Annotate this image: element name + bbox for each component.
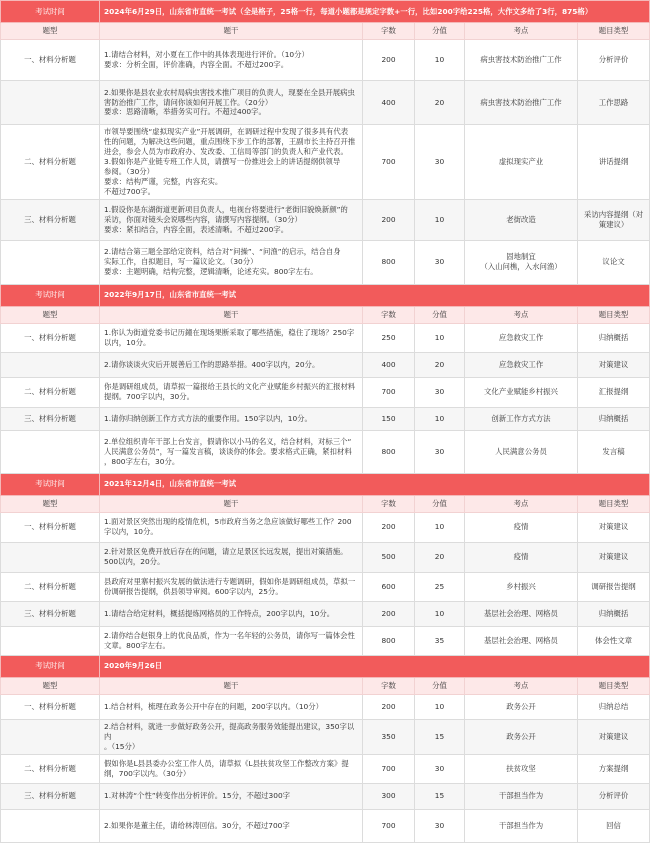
header-kind: 题目类型 <box>578 495 650 512</box>
table-row <box>1 125 650 200</box>
point-line: 政务公开 <box>506 701 536 711</box>
question-line: 以内，10分。 <box>104 337 151 347</box>
header-kind: 题目类型 <box>578 677 650 694</box>
header-point: 考点 <box>465 23 578 40</box>
cell-question <box>100 240 363 284</box>
exam-banner <box>1 473 650 495</box>
header-words: 字数 <box>363 677 415 694</box>
cell-words: 400 <box>363 81 415 125</box>
exam-title: 2024年6月29日，山东省市直统一考试（全是格子，25格一行，每道小题都是规定字数+一行，比如200字给225格，大作文多给了3行，875格） <box>100 1 650 23</box>
cell-type: 一、材料分析题 <box>1 40 100 81</box>
question-line: 2.如果你是董主任，请给林涛回信。30分，不超过700字 <box>104 820 290 830</box>
exam-time-label: 考试时间 <box>1 655 100 677</box>
question-line: 性的问题，为解决这些问题，重点围绕下步工作的部署，王副市长主持召开推 <box>104 136 356 146</box>
cell-kind: 调研报告提纲 <box>578 572 650 601</box>
header-score: 分值 <box>415 495 465 512</box>
header-kind: 题目类型 <box>578 306 650 323</box>
question-line: 要求：思路清晰，举措务实可行。不超过400字。 <box>104 107 266 117</box>
header-score: 分值 <box>415 677 465 694</box>
point-line: 人民满意公务员 <box>495 446 547 456</box>
point-line: 基层社会治理、网格员 <box>484 608 558 618</box>
cell-kind: 发言稿 <box>578 430 650 473</box>
header-type: 题型 <box>1 677 100 694</box>
cell-kind: 讲话提纲 <box>578 125 650 200</box>
question-line: 1.结合材料，梳理在政务公开中存在的问题，200字以内。（10分） <box>104 701 324 711</box>
cell-score: 30 <box>415 430 465 473</box>
table-row <box>1 377 650 407</box>
cell-type: 二、材料分析题 <box>1 377 100 407</box>
point-line: 干部担当作为 <box>498 791 544 801</box>
cell-words: 200 <box>363 512 415 542</box>
question-line: 市领导要围绕“虚拟现实产业”开展调研，在调研过程中发现了很多具有代表 <box>104 127 349 136</box>
cell-point <box>465 542 578 572</box>
table-row <box>1 694 650 719</box>
cell-question <box>100 719 363 754</box>
table-row <box>1 352 650 377</box>
cell-point <box>465 240 578 284</box>
cell-question <box>100 407 363 430</box>
question-line: 2.请结合第三题全部给定资料，结合对”问操”、“问渔”的启示，结合自身 <box>104 247 341 257</box>
cell-kind: 归纳总结 <box>578 694 650 719</box>
question-line: 2.结合材料，就进一步做好政务公开，提高政务服务效能提出建议，350字以内 <box>104 721 355 741</box>
question-line: 1.面对景区突然出现的疫情危机，5市政府当务之急应该做好哪些工作？200 <box>104 517 352 527</box>
cell-words: 200 <box>363 40 415 81</box>
cell-score: 10 <box>415 323 465 352</box>
column-header-row <box>1 677 650 694</box>
table-row <box>1 40 650 81</box>
header-point: 考点 <box>465 495 578 512</box>
cell-score: 30 <box>415 377 465 407</box>
cell-question <box>100 626 363 655</box>
cell-type <box>1 542 100 572</box>
point-line: 老街改造 <box>506 214 536 224</box>
cell-type <box>1 719 100 754</box>
question-line: 1.请结合给定材料，概括提炼网格员的工作特点，200字以内，10分。 <box>104 608 335 618</box>
cell-words: 700 <box>363 809 415 842</box>
cell-score: 10 <box>415 512 465 542</box>
cell-point <box>465 601 578 626</box>
cell-words: 700 <box>363 754 415 783</box>
question-line: 提纲。700字以内，30分。 <box>104 392 195 402</box>
question-line: 500以内，20分。 <box>104 557 165 567</box>
point-line: 扶贫攻坚 <box>506 763 536 773</box>
table-row <box>1 240 650 284</box>
table-row <box>1 783 650 809</box>
table-row <box>1 323 650 352</box>
cell-question <box>100 754 363 783</box>
question-line: 你是调研组成员，请草拟一篇报给王县长的文化产业赋能乡村振兴的汇报材料 <box>104 382 356 392</box>
cell-type: 一、材料分析题 <box>1 512 100 542</box>
cell-score: 30 <box>415 809 465 842</box>
cell-type <box>1 626 100 655</box>
point-line: 基层社会治理、网格员 <box>484 635 558 645</box>
cell-question <box>100 81 363 125</box>
question-line: 采访，你面对镜头会说哪些内容，请撰写内容提纲。（30分） <box>104 214 302 224</box>
point-line: 应急救灾工作 <box>498 332 544 342</box>
point-line: 创新工作方式方法 <box>491 413 551 423</box>
cell-words: 200 <box>363 601 415 626</box>
question-line: ，800字左右，30分。 <box>104 456 180 466</box>
question-line: 县政府对里寨村振兴发展的做法进行专题调研，假如你是调研组成员，草拟一 <box>104 576 356 586</box>
table-row <box>1 407 650 430</box>
question-line: 1.请你归纳创新工作方式方法的重要作用。150字以内，10分。 <box>104 413 312 423</box>
table-row <box>1 601 650 626</box>
cell-score: 35 <box>415 626 465 655</box>
cell-words: 700 <box>363 377 415 407</box>
cell-kind: 汇报提纲 <box>578 377 650 407</box>
cell-kind: 归纳概括 <box>578 601 650 626</box>
cell-question <box>100 783 363 809</box>
question-line: 要求：分析全面，评价准确，内容全面。不超过200字。 <box>104 60 289 69</box>
exam-banner <box>1 1 650 23</box>
question-line: 2.请你结合赵银身上的优良品质，作为一名年轻的公务员，请你写一篇体会性 <box>104 630 355 640</box>
cell-point <box>465 694 578 719</box>
question-line: 。（15分） <box>104 741 140 751</box>
question-line: 1.假设你是东湖街道更新项目负责人，电视台将要进行“老街旧貌焕新颜”的 <box>104 204 348 214</box>
point-line: 干部担当作为 <box>498 820 544 830</box>
cell-words: 700 <box>363 125 415 200</box>
cell-kind: 对策建议 <box>578 542 650 572</box>
cell-words: 300 <box>363 783 415 809</box>
cell-type <box>1 430 100 473</box>
question-line: 文章。800字左右。 <box>104 640 170 650</box>
table-row <box>1 542 650 572</box>
column-header-row <box>1 23 650 40</box>
table-row <box>1 512 650 542</box>
cell-score: 20 <box>415 81 465 125</box>
header-words: 字数 <box>363 306 415 323</box>
cell-kind: 对策建议 <box>578 719 650 754</box>
cell-type <box>1 809 100 842</box>
cell-words: 800 <box>363 626 415 655</box>
cell-point <box>465 81 578 125</box>
cell-words: 400 <box>363 352 415 377</box>
question-line: 人民满意公务员”，写一篇发言稿，谈谈你的体会。要求格式正确，紧扣材料 <box>104 446 352 456</box>
cell-score: 10 <box>415 199 465 240</box>
cell-kind: 议论文 <box>578 240 650 284</box>
cell-point <box>465 783 578 809</box>
cell-score: 30 <box>415 125 465 200</box>
cell-score: 30 <box>415 754 465 783</box>
point-line: 病虫害技术防治推广工作 <box>480 55 562 64</box>
header-words: 字数 <box>363 23 415 40</box>
cell-point <box>465 809 578 842</box>
header-kind: 题目类型 <box>578 23 650 40</box>
question-line: 1.请结合材料，对小夏在工作中的具体表现进行评价。（10分） <box>104 50 309 60</box>
cell-question <box>100 377 363 407</box>
cell-question <box>100 430 363 473</box>
cell-type: 三、材料分析题 <box>1 407 100 430</box>
header-words: 字数 <box>363 495 415 512</box>
cell-type <box>1 81 100 125</box>
question-line: 实际工作，自拟题目，写一篇议论文。（30分） <box>104 257 258 267</box>
cell-score: 10 <box>415 40 465 81</box>
cell-question <box>100 809 363 842</box>
point-line: 固地制宜 <box>506 252 536 262</box>
point-line: 病虫害技术防治推广工作 <box>480 97 562 107</box>
cell-words: 500 <box>363 542 415 572</box>
cell-kind: 体会性文章 <box>578 626 650 655</box>
table-row <box>1 572 650 601</box>
point-line: 疫情 <box>513 552 529 562</box>
header-score: 分值 <box>415 23 465 40</box>
question-line: 字以内，10分。 <box>104 527 158 537</box>
exam-time-label: 考试时间 <box>1 284 100 306</box>
point-line: 虚拟现实产业 <box>498 156 544 166</box>
cell-kind: 归纳概括 <box>578 407 650 430</box>
header-type: 题型 <box>1 495 100 512</box>
cell-kind: 分析评价 <box>578 783 650 809</box>
cell-type: 三、材料分析题 <box>1 783 100 809</box>
cell-question <box>100 199 363 240</box>
table-row <box>1 626 650 655</box>
cell-words: 800 <box>363 240 415 284</box>
header-point: 考点 <box>465 677 578 694</box>
cell-type: 二、材料分析题 <box>1 572 100 601</box>
column-header-row <box>1 306 650 323</box>
cell-type <box>1 240 100 284</box>
cell-kind: 分析评价 <box>578 40 650 81</box>
exam-title: 2020年9月26日 <box>100 655 650 677</box>
cell-kind: 采访内容提纲（对策建议） <box>578 199 650 240</box>
question-line: 参阅。（30分） <box>104 166 155 176</box>
cell-kind: 回信 <box>578 809 650 842</box>
cell-type: 三、材料分析题 <box>1 601 100 626</box>
point-line: 文化产业赋能乡村振兴 <box>484 387 558 397</box>
header-question: 题干 <box>100 495 363 512</box>
header-question: 题干 <box>100 306 363 323</box>
question-line: 不超过700字。 <box>104 186 156 196</box>
question-line: 假如你是L县县委办公室工作人员，请草拟《L县扶贫攻坚工作整改方案》提 <box>104 758 349 768</box>
cell-question <box>100 352 363 377</box>
cell-kind: 归纳概括 <box>578 323 650 352</box>
point-line: （入山问樵，入水问渔） <box>480 262 562 272</box>
cell-point <box>465 377 578 407</box>
question-line: 2.请你谈谈火灾后开展善后工作的思路举措。400字以内，20分。 <box>104 359 320 369</box>
table-row <box>1 754 650 783</box>
cell-score: 15 <box>415 783 465 809</box>
cell-score: 10 <box>415 601 465 626</box>
question-line: 1.你认为街道党委书记历鐘在现场果断采取了哪些措施，稳住了现场？250字 <box>104 327 355 337</box>
cell-point <box>465 199 578 240</box>
cell-question <box>100 542 363 572</box>
cell-question <box>100 601 363 626</box>
cell-point <box>465 572 578 601</box>
question-line: 纲，700字以内。（30分） <box>104 768 191 778</box>
question-line: 要求：主题明确，结构完整，逻辑清晰，论述充实。800字左右。 <box>104 267 318 277</box>
column-header-row <box>1 495 650 512</box>
cell-type: 三、材料分析题 <box>1 199 100 240</box>
table-row <box>1 809 650 842</box>
exam-time-label: 考试时间 <box>1 1 100 23</box>
cell-point <box>465 719 578 754</box>
cell-words: 200 <box>363 694 415 719</box>
header-type: 题型 <box>1 306 100 323</box>
cell-score: 10 <box>415 694 465 719</box>
cell-point <box>465 323 578 352</box>
point-line: 应急救灾工作 <box>498 359 544 369</box>
cell-type: 二、材料分析题 <box>1 125 100 200</box>
cell-point <box>465 352 578 377</box>
cell-score: 20 <box>415 542 465 572</box>
cell-words: 150 <box>363 407 415 430</box>
cell-kind: 工作思路 <box>578 81 650 125</box>
exam-time-label: 考试时间 <box>1 473 100 495</box>
cell-words: 350 <box>363 719 415 754</box>
question-line: 进会，参会人员为市政府办、发改委、工信局等部门的负责人和产业代表。 <box>104 146 348 156</box>
cell-point <box>465 40 578 81</box>
cell-score: 30 <box>415 240 465 284</box>
cell-score: 20 <box>415 352 465 377</box>
question-line: 份调研报告提纲，供县领导审阅。600字以内，25分。 <box>104 586 283 596</box>
cell-type: 一、材料分析题 <box>1 694 100 719</box>
cell-words: 800 <box>363 430 415 473</box>
question-line: 害防治推广工作，请问你该如何开展工作。（20分） <box>104 97 273 107</box>
table-row <box>1 199 650 240</box>
table-row <box>1 81 650 125</box>
question-line: 要求：结构严谨，完整，内容充实。 <box>104 176 223 186</box>
cell-question <box>100 323 363 352</box>
cell-score: 25 <box>415 572 465 601</box>
cell-type <box>1 352 100 377</box>
header-score: 分值 <box>415 306 465 323</box>
cell-words: 600 <box>363 572 415 601</box>
exam-banner <box>1 284 650 306</box>
cell-kind: 对策建议 <box>578 352 650 377</box>
table-row <box>1 719 650 754</box>
question-line: 要求：紧扣结合，内容全面，表述清晰。不超过200字。 <box>104 224 289 234</box>
cell-words: 200 <box>363 199 415 240</box>
header-type: 题型 <box>1 23 100 40</box>
cell-question <box>100 125 363 200</box>
cell-type: 一、材料分析题 <box>1 323 100 352</box>
header-question: 题干 <box>100 23 363 40</box>
question-line: 2.针对景区免费开放后存在的问题，请立足景区长远发展，提出对策措施。 <box>104 547 348 557</box>
cell-point <box>465 125 578 200</box>
cell-question <box>100 572 363 601</box>
cell-kind: 对策建议 <box>578 512 650 542</box>
cell-point <box>465 754 578 783</box>
point-line: 政务公开 <box>506 731 536 741</box>
cell-words: 250 <box>363 323 415 352</box>
question-line: 2.如果你是县农业农村局病虫害技术推广项目的负责人，现要在全县开展病虫 <box>104 87 355 97</box>
exam-table-body <box>1 1 650 843</box>
cell-score: 15 <box>415 719 465 754</box>
question-line: 1.对林涛“个性”转变作出分析评价。15分，不超过300字 <box>104 791 291 801</box>
table-row <box>1 430 650 473</box>
header-question: 题干 <box>100 677 363 694</box>
exam-banner <box>1 655 650 677</box>
cell-point <box>465 512 578 542</box>
cell-score: 10 <box>415 407 465 430</box>
cell-kind: 方案提纲 <box>578 754 650 783</box>
point-line: 疫情 <box>513 522 529 532</box>
cell-point <box>465 626 578 655</box>
exam-title: 2022年9月17日，山东省市直统一考试 <box>100 284 650 306</box>
cell-question <box>100 512 363 542</box>
cell-question <box>100 40 363 81</box>
point-line: 乡村振兴 <box>506 581 536 591</box>
cell-point <box>465 407 578 430</box>
exam-title: 2021年12月4日，山东省市直统一考试 <box>100 473 650 495</box>
cell-type: 二、材料分析题 <box>1 754 100 783</box>
cell-question <box>100 694 363 719</box>
question-line: 3.假如你是产业链专班工作人员，请撰写一份推进会上的讲话提纲供领导 <box>104 156 341 166</box>
header-point: 考点 <box>465 306 578 323</box>
question-line: 2.单位组织青年干部上台发言，假请你以小马的名义，结合材料，对标三个“ <box>104 436 352 446</box>
cell-point <box>465 430 578 473</box>
